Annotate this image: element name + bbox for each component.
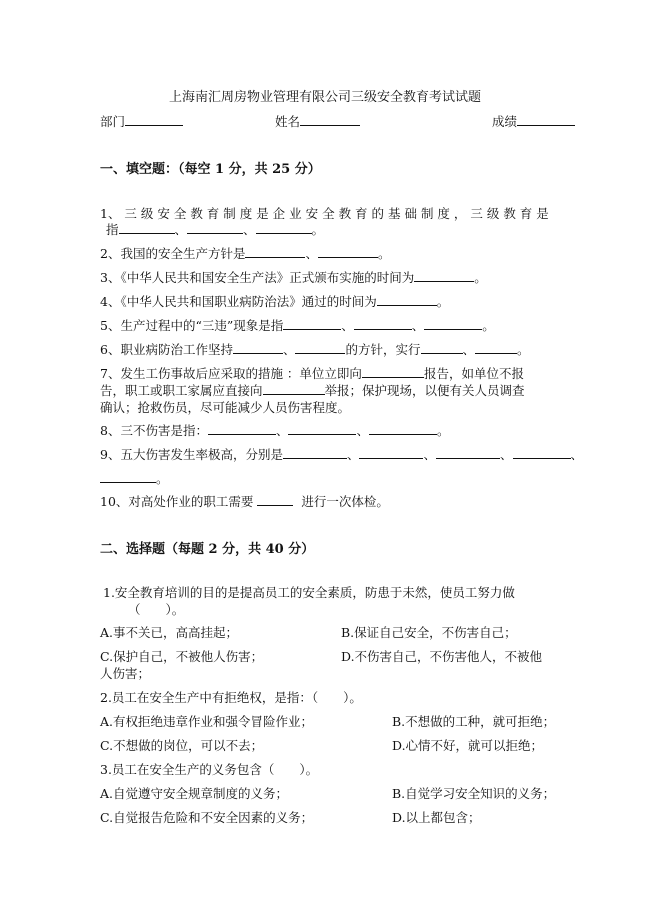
fill-blank[interactable] [256, 220, 312, 234]
fill-q10 [100, 491, 389, 513]
score-field [492, 112, 575, 130]
fill-q7-line3: 确认；抢救伤员，尽可能减少人员伤害程度。 [100, 400, 351, 415]
period: 。 [517, 342, 530, 357]
fill-blank[interactable] [208, 421, 276, 435]
choice-q1-option-d-cont: 人伤害； [100, 666, 151, 681]
separator: 、 [346, 447, 360, 462]
exam-title: 上海南汇周房物业管理有限公司三级安全教育考试试题 [168, 90, 481, 105]
fill-blank[interactable] [377, 292, 437, 306]
separator: 、 [174, 222, 188, 237]
fill-q7-text-a: 7、发生工伤事故后应采取的措施 ：单位立即向 [100, 366, 362, 381]
fill-blank[interactable] [424, 316, 482, 330]
score-label: 成绩 [492, 114, 518, 129]
fill-blank[interactable] [369, 421, 437, 435]
fill-q6 [100, 339, 530, 361]
choice-q1-option-b[interactable]: B.保证自己安全，不伤害自己； [341, 625, 517, 640]
fill-q2 [100, 243, 391, 265]
choice-q2-option-d[interactable]: D.心情不好，就可以拒绝； [392, 738, 544, 753]
choice-q1-line1: 1.安全教育培训的目的是提高员工的安全素质，防患于未然，使员工努力做 [103, 585, 515, 600]
separator: 、 [243, 222, 256, 237]
fill-q8-text: 8、三不伤害是指： [100, 423, 208, 438]
fill-blank[interactable] [257, 492, 293, 506]
separator: 、 [423, 447, 436, 462]
choice-q3-option-a[interactable]: A.自觉遵守安全规章制度的义务； [100, 786, 289, 801]
fill-blank[interactable] [436, 445, 500, 459]
fill-q9-line2 [100, 468, 169, 490]
fill-blank[interactable] [513, 445, 571, 459]
fill-q5-text: 5、生产过程中的“三违”现象是指 [100, 318, 284, 333]
choice-q3-option-c[interactable]: C.自觉报告危险和不安全因素的义务； [100, 810, 314, 825]
fill-q5 [100, 315, 495, 337]
fill-q6-text: 6、职业病防治工作坚持 [100, 342, 233, 357]
fill-q7-text-b: 报告，如单位不报 [423, 366, 524, 381]
fill-blank[interactable] [414, 268, 474, 282]
choice-q1-option-d[interactable]: D.不伤害自己，不伤害他人，不被他 [341, 649, 543, 664]
separator: 、 [341, 318, 354, 333]
separator: 、 [305, 246, 318, 261]
fill-blank[interactable] [288, 421, 356, 435]
fill-q8 [100, 420, 450, 442]
fill-blank[interactable] [354, 316, 412, 330]
fill-q2-text: 2、我国的安全生产方针是 [100, 246, 246, 261]
fill-blank[interactable] [359, 445, 423, 459]
fill-q1-line2 [106, 219, 324, 241]
fill-q3-text: 3、《中华人民共和国安全生产法》正式颁布实施的时间为 [100, 270, 415, 285]
fill-q4-text: 4、《中华人民共和国职业病防治法》通过的时间为 [100, 294, 377, 309]
fill-blank[interactable] [362, 364, 424, 378]
fill-q10-text-b: 进行一次体检。 [301, 494, 389, 509]
fill-blank[interactable] [283, 445, 347, 459]
period: 。 [482, 318, 495, 333]
department-blank[interactable] [125, 112, 183, 126]
separator: 、 [356, 423, 369, 438]
fill-q1-line1: 1、 三 级 安 全 教 育 制 度 是 企 业 安 全 教 育 的 基 础 制 度 ， 三 级 教 育 是 [100, 206, 549, 221]
separator: 、 [500, 447, 513, 462]
fill-q6-mid: 的方针，实行 [345, 342, 421, 357]
fill-q3 [100, 267, 487, 289]
choice-q2-option-b[interactable]: B.不想做的工种，就可拒绝； [392, 714, 556, 729]
separator: 、 [570, 447, 584, 462]
choice-q2-option-a[interactable]: A.有权拒绝违章作业和强令冒险作业； [100, 714, 314, 729]
fill-q9-line1 [100, 444, 583, 466]
period: 。 [436, 294, 450, 309]
fill-blank[interactable] [263, 381, 325, 395]
fill-blank[interactable] [295, 340, 345, 354]
separator: 、 [411, 318, 425, 333]
section-fill-blank-heading: 一、填空题：（每空 1 分，共 25 分） [100, 162, 321, 177]
fill-blank[interactable] [187, 220, 243, 234]
period: 。 [377, 246, 391, 261]
choice-q1-option-c[interactable]: C.保护自己，不被他人伤害； [100, 649, 264, 664]
section-choice-heading: 二、选择题（每题 2 分，共 40 分） [100, 542, 315, 557]
fill-q7-text-c: 告，职工或职工家属应直接向 [100, 383, 263, 398]
department-field [100, 112, 183, 130]
choice-q3-option-b[interactable]: B.自觉学习安全知识的义务； [392, 786, 556, 801]
fill-q4 [100, 291, 449, 313]
separator: 、 [462, 342, 476, 357]
fill-q9-text: 9、五大伤害发生率极高，分别是 [100, 447, 283, 462]
fill-blank[interactable] [233, 340, 283, 354]
period: 。 [437, 423, 450, 438]
fill-blank[interactable] [119, 220, 175, 234]
period: 。 [311, 222, 325, 237]
choice-q1-line2: （ ）。 [128, 602, 185, 617]
choice-q2-option-c[interactable]: C.不想做的岗位，可以不去； [100, 738, 264, 753]
fill-blank[interactable] [318, 244, 378, 258]
choice-q1-option-a[interactable]: A.事不关已，高高挂起； [100, 625, 239, 640]
fill-blank[interactable] [421, 340, 463, 354]
fill-blank[interactable] [475, 340, 517, 354]
separator: 、 [282, 342, 296, 357]
score-blank[interactable] [517, 112, 575, 126]
choice-q2: 2.员工在安全生产中有拒绝权，是指：（ ）。 [100, 690, 362, 705]
period: 。 [156, 471, 169, 486]
period: 。 [474, 270, 487, 285]
choice-q3: 3.员工在安全生产的义务包含（ ）。 [100, 762, 319, 777]
fill-blank[interactable] [245, 244, 305, 258]
fill-q1-prefix: 指 [106, 222, 119, 237]
choice-q3-option-d[interactable]: D.以上都包含； [392, 810, 481, 825]
name-label: 姓名 [275, 114, 301, 129]
name-blank[interactable] [300, 112, 360, 126]
separator: 、 [275, 423, 289, 438]
fill-q7-text-d: 举报；保护现场，以便有关人员调查 [324, 383, 525, 398]
fill-blank[interactable] [283, 316, 341, 330]
department-label: 部门 [100, 114, 126, 129]
name-field [275, 112, 360, 130]
fill-blank[interactable] [100, 469, 156, 483]
fill-q10-text-a: 10、对高处作业的职工需要 [100, 494, 254, 509]
